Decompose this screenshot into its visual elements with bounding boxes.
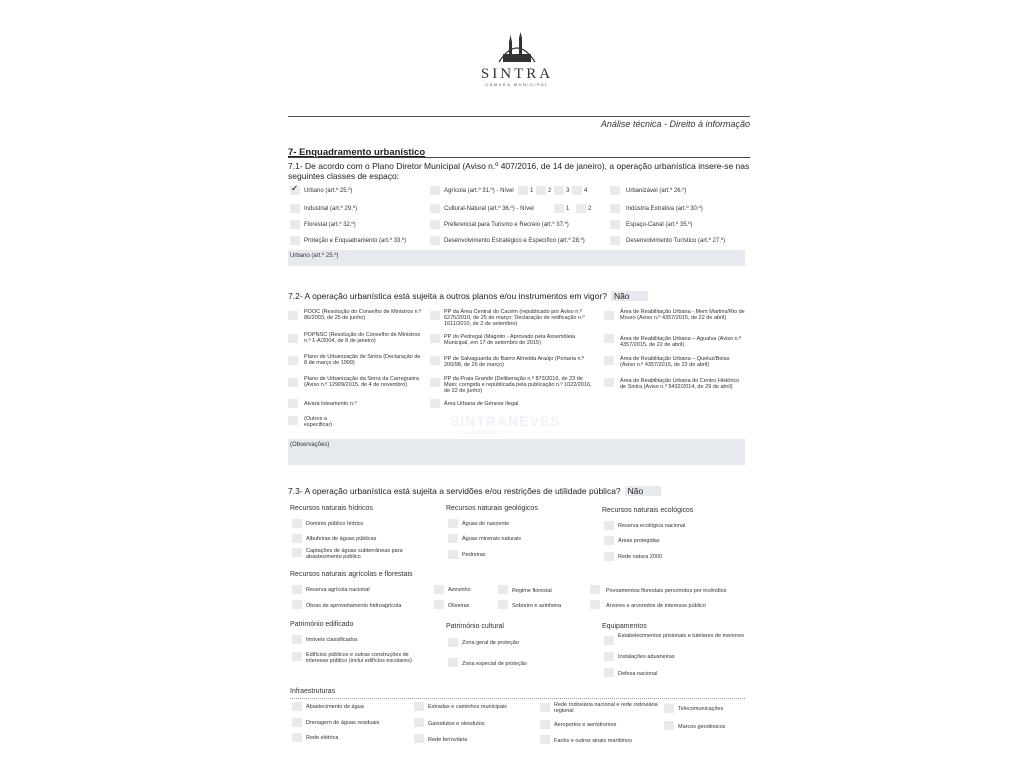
checkbox-outros[interactable] bbox=[288, 416, 298, 425]
class-label: Florestal (art.º 32.º) bbox=[304, 222, 356, 228]
checkbox-pooc[interactable] bbox=[288, 311, 298, 320]
sintra-logo bbox=[477, 32, 557, 112]
checkbox-pu-sintra[interactable] bbox=[288, 356, 298, 365]
restriction-label: Águas minerais naturais bbox=[462, 536, 522, 542]
checkbox-defesa[interactable] bbox=[604, 668, 614, 677]
checkbox-zona-especial[interactable] bbox=[448, 658, 458, 667]
restriction-label: Árvores e arvoredos de interesse público bbox=[606, 603, 706, 609]
checkbox-turismo[interactable] bbox=[430, 220, 440, 229]
restriction-label: Gasodutos e oleodutos bbox=[428, 721, 485, 727]
class-label: Desenvolvimento Estratégico e Específico (art.º 28.º) bbox=[444, 238, 585, 244]
restriction-label: Rede ferroviária bbox=[428, 737, 468, 743]
level-label: 4 bbox=[584, 188, 588, 194]
restriction-label: Zona especial de proteção bbox=[462, 661, 527, 667]
restriction-label: Pedreiras bbox=[462, 552, 486, 558]
restriction-label: Telecomunicações bbox=[678, 706, 724, 712]
plan-label: Plano de Urbanização de Sintra (Declaração de 8 de março de 1999) bbox=[304, 354, 421, 367]
class-label: Cultural-Natural (art.º 36.º) - Nível bbox=[444, 206, 534, 212]
restriction-label: Zona geral de proteção bbox=[462, 640, 519, 646]
header-rule bbox=[288, 116, 750, 117]
q72-answer[interactable]: Não bbox=[611, 291, 648, 301]
checkbox-level-a4[interactable] bbox=[572, 186, 582, 195]
group-title: Recursos naturais agrícolas e florestais bbox=[290, 571, 413, 578]
class-label: Espaço-Canal (art.º 35.º) bbox=[626, 222, 693, 228]
checkbox-marcos[interactable] bbox=[664, 721, 674, 730]
checkbox-florestal[interactable] bbox=[290, 220, 300, 229]
restriction-label: Obras de aproveitamento hidroagrícola bbox=[306, 603, 402, 609]
q71-note: Urbano (art.º 25.º) bbox=[290, 253, 339, 259]
checkbox-ferroviaria[interactable] bbox=[414, 734, 424, 743]
restriction-label: Albufeiras de águas públicas bbox=[306, 536, 377, 542]
checkbox-gasodutos[interactable] bbox=[414, 718, 424, 727]
level-label: 3 bbox=[566, 188, 570, 194]
checkbox-albufeiras[interactable] bbox=[292, 534, 302, 543]
restriction-label: Instalações aduaneiras bbox=[618, 654, 675, 660]
observations-label: (Observações) bbox=[290, 442, 330, 448]
restriction-label: Drenagem de águas residuais bbox=[306, 720, 380, 726]
checkbox-espaco-canal[interactable] bbox=[610, 220, 620, 229]
plan-label: (Outros a especificar) bbox=[304, 416, 333, 429]
group-title: Equipamentos bbox=[602, 623, 647, 630]
checkbox-povoamentos[interactable] bbox=[590, 585, 600, 594]
level-label: 2 bbox=[588, 206, 592, 212]
section-rule bbox=[288, 157, 750, 158]
checkbox-estradas[interactable] bbox=[414, 702, 424, 711]
class-label: Urbanizável (art.º 26.º) bbox=[626, 188, 687, 194]
q71-text: 7.1- De acordo com o Plano Diretor Municipal (Aviso n.º 407/2016, de 14 de janeiro), a operação urbanística insere-se nas seguintes classes de espaço: bbox=[288, 161, 750, 181]
watermark: SINTRANEVES bbox=[450, 413, 561, 429]
checkbox-ran[interactable] bbox=[292, 585, 302, 594]
checkbox-aru-agualva[interactable] bbox=[604, 334, 614, 343]
checkbox-aru-sintra[interactable] bbox=[604, 378, 614, 387]
checkbox-level-a3[interactable] bbox=[554, 186, 564, 195]
restriction-label: Rede natura 2000 bbox=[618, 554, 663, 560]
checkbox-telecom[interactable] bbox=[664, 704, 674, 713]
restriction-label: Rede rodoviária nacional e rede rodoviária regional bbox=[554, 702, 658, 715]
checkbox-farois[interactable] bbox=[540, 735, 550, 744]
checkbox-regime-florestal[interactable] bbox=[498, 585, 508, 594]
checkbox-prisionais[interactable] bbox=[604, 636, 614, 645]
checkbox-popnsc[interactable] bbox=[288, 334, 298, 343]
checkbox-pedreiras[interactable] bbox=[448, 550, 458, 559]
checkbox-aru-mem-martins[interactable] bbox=[604, 311, 614, 320]
restriction-label: Sobreiro e azinheira bbox=[512, 603, 562, 609]
plan-label: Área de Reabilitação Urbana - Mem Martins/Rio de Mouro (Aviso n.º 4357/2015, de 22 de abril) bbox=[620, 309, 745, 322]
plan-label: Área de Reabilitação Urbana – Agualva (Aviso n.º 4357/2015, de 22 de abril) bbox=[620, 336, 742, 349]
checkbox-pp-almeida[interactable] bbox=[430, 356, 440, 365]
checkbox-arvoredos[interactable] bbox=[590, 600, 600, 609]
watermark-sub: www.sintraneves.pt bbox=[460, 430, 504, 436]
restriction-label: Faróis e outros sinais marítimos bbox=[554, 738, 632, 744]
checkbox-azevinho[interactable] bbox=[434, 585, 444, 594]
checkbox-hidroagricola[interactable] bbox=[292, 600, 302, 609]
restriction-label: Azevinho bbox=[448, 587, 471, 593]
group-title: Recursos naturais hídricos bbox=[290, 505, 373, 512]
checkbox-agricola[interactable] bbox=[430, 186, 440, 195]
checkbox-pu-carregueira[interactable] bbox=[288, 378, 298, 387]
plan-label: PP de Salvaguarda do Bairro Almeida Araújo (Portaria n.º 200/98, de 26 de março) bbox=[444, 356, 585, 369]
checkbox-extrativa[interactable] bbox=[610, 204, 620, 213]
group-title: Infraestruturas bbox=[290, 688, 336, 695]
q73-answer[interactable]: Não bbox=[625, 486, 662, 496]
plan-label: Alvará loteamento n.º bbox=[304, 401, 357, 407]
restriction-label: Reserva ecológica nacional bbox=[618, 523, 686, 529]
checkbox-captacoes[interactable] bbox=[292, 548, 302, 557]
checkbox-pp-cacem[interactable] bbox=[430, 311, 440, 320]
plan-label: Plano de Urbanização da Serra da Carregueira (Aviso n.º 12909/2015, de 4 de novembro) bbox=[304, 376, 419, 389]
checkbox-turistico[interactable] bbox=[610, 236, 620, 245]
checkbox-level-a1[interactable] bbox=[518, 186, 528, 195]
plan-label: POOC (Resolução do Conselho de Ministros n.º 86/2003, de 25 de junho) bbox=[304, 309, 422, 322]
checkbox-alvara[interactable] bbox=[288, 399, 298, 408]
restriction-label: Oliveiras bbox=[448, 603, 470, 609]
checkbox-natura[interactable] bbox=[604, 552, 614, 561]
checkbox-augi[interactable] bbox=[430, 399, 440, 408]
sintra-palace-icon bbox=[495, 32, 539, 66]
restriction-label: Áreas protegidas bbox=[618, 538, 660, 544]
document-title: Análise técnica - Direito à informação bbox=[600, 119, 750, 129]
checkbox-protecao[interactable] bbox=[290, 236, 300, 245]
class-label: Urbano (art.º 25.º) bbox=[304, 188, 353, 194]
checkbox-aduaneiras[interactable] bbox=[604, 652, 614, 661]
group-title: Recursos naturais ecológicos bbox=[602, 507, 694, 514]
class-label: Indústria Extrativa (art.º 30.º) bbox=[626, 206, 703, 212]
infra-divider bbox=[290, 698, 745, 699]
restriction-label: Abastecimento de água bbox=[306, 704, 364, 710]
restriction-label: Domínio público hídrico bbox=[306, 521, 364, 527]
checkbox-rede-eletrica[interactable] bbox=[292, 733, 302, 742]
group-title: Património edificado bbox=[290, 621, 354, 628]
checkbox-ren[interactable] bbox=[604, 521, 614, 530]
restriction-label: Estabelecimentos prisionais e tutelares de menores bbox=[618, 633, 744, 639]
restriction-label: Águas de nascente bbox=[462, 521, 510, 527]
q72-question-text: 7.2- A operação urbanística está sujeita a outros planos e/ou instrumentos em vigor? bbox=[288, 291, 607, 301]
restriction-label: Marcos geodésicos bbox=[678, 724, 726, 730]
checkbox-areas-protegidas[interactable] bbox=[604, 536, 614, 545]
checkbox-pp-praia[interactable] bbox=[430, 378, 440, 387]
q73-question-text: 7.3- A operação urbanística está sujeita a servidões e/ou restrições de utilidade pública? bbox=[288, 486, 621, 496]
plan-label: Área de Reabilitação Urbana do Centro Histórico de Sintra (Aviso n.º 5432/2014, de 29 de abril) bbox=[620, 378, 740, 391]
group-title: Património cultural bbox=[446, 623, 504, 630]
level-label: 1 bbox=[530, 188, 534, 194]
plan-label: Área de Reabilitação Urbana – Queluz/Belas (Aviso n.º 4357/2015, de 22 de abril) bbox=[620, 356, 730, 369]
checkbox-imoveis[interactable] bbox=[292, 635, 302, 644]
checkbox-aeroportos[interactable] bbox=[540, 720, 550, 729]
restriction-label: Edifícios públicos e outras construções de interesse público (inclui edifícios escolares) bbox=[306, 652, 412, 665]
checkbox-pp-pedregal[interactable] bbox=[430, 334, 440, 343]
class-label: Agrícola (art.º 31.º) - Nível bbox=[444, 188, 514, 194]
check-mark: ✓ bbox=[291, 183, 299, 193]
level-label: 2 bbox=[548, 188, 552, 194]
restriction-label: Captações de águas subterrâneas para abastecimento público bbox=[306, 548, 403, 561]
observations-field[interactable] bbox=[288, 439, 745, 465]
checkbox-level-b1[interactable] bbox=[554, 204, 564, 213]
group-title: Recursos naturais geológicos bbox=[446, 505, 538, 512]
section-title: 7- Enquadramento urbanístico bbox=[288, 147, 426, 158]
q73-question bbox=[288, 486, 661, 496]
class-label: Proteção e Enquadramento (art.º 33.º) bbox=[304, 238, 407, 244]
restriction-label: Estradas e caminhos municipais bbox=[428, 704, 507, 710]
checkbox-aguas-minerais[interactable] bbox=[448, 534, 458, 543]
checkbox-sobreiro[interactable] bbox=[498, 600, 508, 609]
restriction-label: Rede elétrica bbox=[306, 735, 339, 741]
plan-label: POPNSC (Resolução do Conselho de Ministros n.º 1-A/2004, de 8 de janeiro) bbox=[304, 332, 421, 345]
checkbox-cultural[interactable] bbox=[430, 204, 440, 213]
checkbox-level-b2[interactable] bbox=[576, 204, 586, 213]
restriction-label: Povoamentos florestais percorridos por incêndios bbox=[606, 588, 727, 594]
checkbox-urbanizavel[interactable] bbox=[610, 186, 620, 195]
checkbox-industrial[interactable] bbox=[290, 204, 300, 213]
restriction-label: Regime florestal bbox=[512, 588, 552, 594]
restriction-label: Aeroportos e aeródromos bbox=[554, 722, 617, 728]
document-page bbox=[270, 18, 750, 763]
plan-label: PP da Praia Grande (Deliberação n.º 873/2016, de 23 de Maio; corrigida e republicada pela publicação n.º 1022/2016, de 22 de junho) bbox=[444, 376, 592, 395]
logo-subtitle: CÂMARA MUNICIPAL bbox=[485, 82, 549, 87]
checkbox-zona-geral[interactable] bbox=[448, 638, 458, 647]
logo-word: SINTRA bbox=[480, 66, 554, 82]
checkbox-aguas-nascente[interactable] bbox=[448, 519, 458, 528]
checkbox-aru-queluz[interactable] bbox=[604, 356, 614, 365]
plan-label: Área Urbana de Génese Ilegal bbox=[444, 401, 519, 407]
checkbox-rodoviaria[interactable] bbox=[540, 703, 550, 712]
restriction-label: Reserva agrícola nacional bbox=[306, 587, 370, 593]
class-label: Preferencial para Turismo e Recreio (art.º 37.º) bbox=[444, 222, 569, 228]
checkbox-dominio-hidrico[interactable] bbox=[292, 519, 302, 528]
class-label: Desenvolvimento Turístico (art.º 27.º) bbox=[626, 238, 726, 244]
checkbox-abastecimento[interactable] bbox=[292, 702, 302, 711]
plan-label: PP do Pedregal (Magoito - Aprovado pela Assembleia Municipal, em 17 de setembro de 2015) bbox=[444, 334, 576, 347]
checkbox-edificios-publicos[interactable] bbox=[292, 652, 302, 661]
class-label: Industrial (art.º 29.º) bbox=[304, 206, 358, 212]
checkbox-level-a2[interactable] bbox=[536, 186, 546, 195]
checkbox-oliveiras[interactable] bbox=[434, 600, 444, 609]
q72-question bbox=[288, 291, 648, 301]
level-label: 1 bbox=[566, 206, 570, 212]
checkbox-estrategico[interactable] bbox=[430, 236, 440, 245]
restriction-label: Imóveis classificados bbox=[306, 637, 358, 643]
q71-notes-field[interactable] bbox=[288, 250, 745, 266]
plan-label: PP da Área Central do Cacém (republicado por Aviso n.º 6275/2010, de 25 de março; Declaração de retificação n.º 1611/2010, de 2 de setembro) bbox=[444, 309, 585, 328]
restriction-label: Defesa nacional bbox=[618, 671, 658, 677]
checkbox-drenagem[interactable] bbox=[292, 718, 302, 727]
